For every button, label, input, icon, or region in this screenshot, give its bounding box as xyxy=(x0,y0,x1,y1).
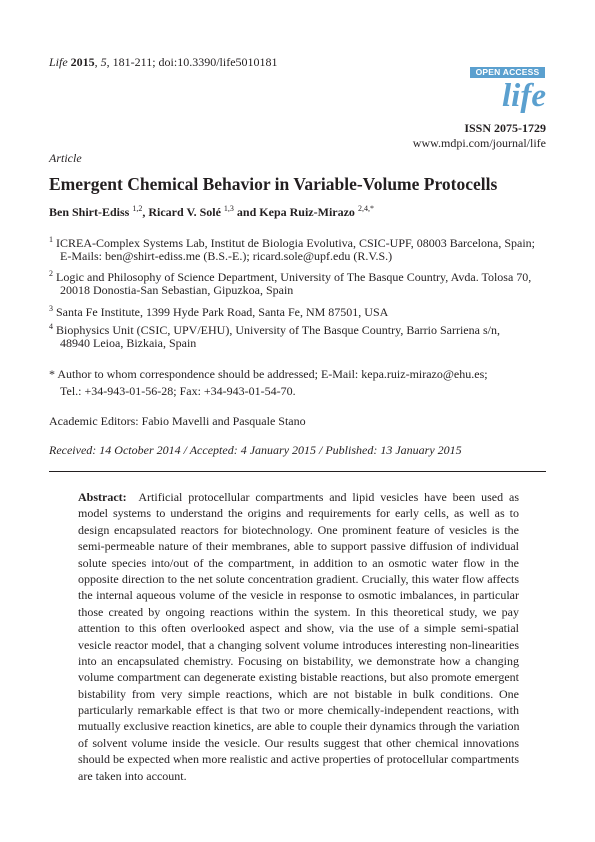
header-divider xyxy=(49,471,546,472)
abstract-line: opposite direction to the net solute concentration gradient. Crucially, this water flow affects xyxy=(78,571,519,586)
correspondence-line-1: * Author to whom correspondence should be addressed; E-Mail: kepa.ruiz-mirazo@ehu.es; xyxy=(49,367,488,381)
journal-url[interactable]: www.mdpi.com/journal/life xyxy=(412,136,546,150)
correspondence-line-2: Tel.: +34-943-01-56-28; Fax: +34-943-01-54-70. xyxy=(60,384,296,398)
publication-dates: Received: 14 October 2014 / Accepted: 4 January 2015 / Published: 13 January 2015 xyxy=(49,443,462,457)
abstract-line: are taken into account. xyxy=(78,768,187,783)
abstract-line: vesicle reactor model, that a changing solvent volume introduces interesting non-linearities xyxy=(78,637,519,652)
author-affiliation: 1,2 xyxy=(132,204,143,213)
abstract-line: design encapsulated reactors for biotechnology. One prominent feature of vesicles is the xyxy=(78,522,519,537)
abstract-line: mutually exclusive reaction kinetics, are able to couple their dynamics through the variation xyxy=(78,719,520,734)
affiliation-4: $^4$ Biophysics Unit (CSIC, UPV/EHU), University of The Basque Country, Barrio Sarriena s/n, xyxy=(49,322,500,337)
correspondence-note xyxy=(49,366,488,400)
abstract-line: should be expected when more realistic and active properties of protocellular compartments xyxy=(78,752,519,767)
journal-logo: life xyxy=(502,78,546,114)
abstract-line: particularly remarkable effect is that two or more chemically-independent reactions, with xyxy=(78,703,519,718)
affiliation-2: $^2$ Logic and Philosophy of Science Department, University of The Basque Country, Avda. Tolosa 70, xyxy=(49,269,532,284)
journal-name: Life xyxy=(49,55,68,69)
abstract-line: volume compartment can degenerate existing bistable reactions, but also promote emergent xyxy=(78,670,519,685)
journal-volume: 5 xyxy=(100,55,107,69)
pages-doi: , 181-211; doi:10.3390/life5010181 xyxy=(106,55,278,69)
author-affiliation: 2,4,* xyxy=(357,204,374,213)
abstract-line: attention to this often overlooked aspect and show, via the use of a simple semi-spatial xyxy=(78,621,519,636)
author-name: Ben Shirt-Ediss xyxy=(49,205,130,219)
article-type: Article xyxy=(49,151,82,165)
abstract-line: of solvent volume inside the vesicle. Our results suggest that other chemical innovations xyxy=(78,735,519,750)
abstract-label: Abstract: xyxy=(78,490,127,504)
affiliation-1-line-2: E-Mails: ben@shirt-ediss.me (B.S.-E.); ricard.sole@upf.edu (R.V.S.) xyxy=(60,249,393,263)
affiliation-3: $^3$ Santa Fe Institute, 1399 Hyde Park Road, Santa Fe, NM 87501, USA xyxy=(49,304,389,319)
issn: ISSN 2075-1729 xyxy=(464,121,546,135)
affiliation-4-line-2: 48940 Leioa, Bizkaia, Spain xyxy=(60,336,197,350)
journal-year: 2015 xyxy=(70,55,95,69)
abstract-line: into an encapsulated chemistry. Focusing on bistability, we demonstrate how a changing xyxy=(78,653,519,668)
author-name: Kepa Ruiz-Mirazo xyxy=(259,205,355,219)
abstract-line: bistability from very simple reactions, which are not bistable in bulk conditions. One xyxy=(78,686,519,701)
author-name: Ricard V. Solé xyxy=(148,205,221,219)
abstract-line: semi-permeable nature of their membranes, able to support passive diffusion of individual xyxy=(78,539,519,554)
academic-editors: Academic Editors: Fabio Mavelli and Pasquale Stano xyxy=(49,414,306,428)
abstract-line: the internal aqueous volume of the vesicle in response to osmotic imbalances, in particular xyxy=(78,588,519,603)
abstract-line: Abstract: Artificial protocellular compartments and lipid vesicles have been used as xyxy=(78,490,519,504)
open-access-badge: OPEN ACCESS xyxy=(470,67,545,78)
citation-line: Life 2015, 5, 181-211; doi:10.3390/life5010181 xyxy=(49,55,278,69)
author-list: Ben Shirt-Ediss $^{1,2}$, Ricard V. Solé $^{1,3}$ and Kepa Ruiz-Mirazo $^{2,4,*}$ xyxy=(49,204,374,219)
abstract-line: those created by ongoing reactions within the system. In this theoretical study, we pay xyxy=(78,604,519,619)
abstract-line: solute species into/out of the compartment, in addition to an osmotic water flow in the xyxy=(78,555,519,570)
abstract-line: model systems to understand the origins and requirements for early cells, as well as to xyxy=(78,506,519,521)
article-title: Emergent Chemical Behavior in Variable-Volume Protocells xyxy=(49,174,498,194)
author-affiliation: 1,3 xyxy=(223,204,234,213)
affiliation-1: $^1$ ICREA-Complex Systems Lab, Institut de Biologia Evolutiva, CSIC-UPF, 08003 Barcelona, Spain; xyxy=(49,235,536,250)
abstract xyxy=(78,489,519,784)
affiliation-2-line-2: 20018 Donostia-San Sebastian, Gipuzkoa, Spain xyxy=(60,283,294,297)
